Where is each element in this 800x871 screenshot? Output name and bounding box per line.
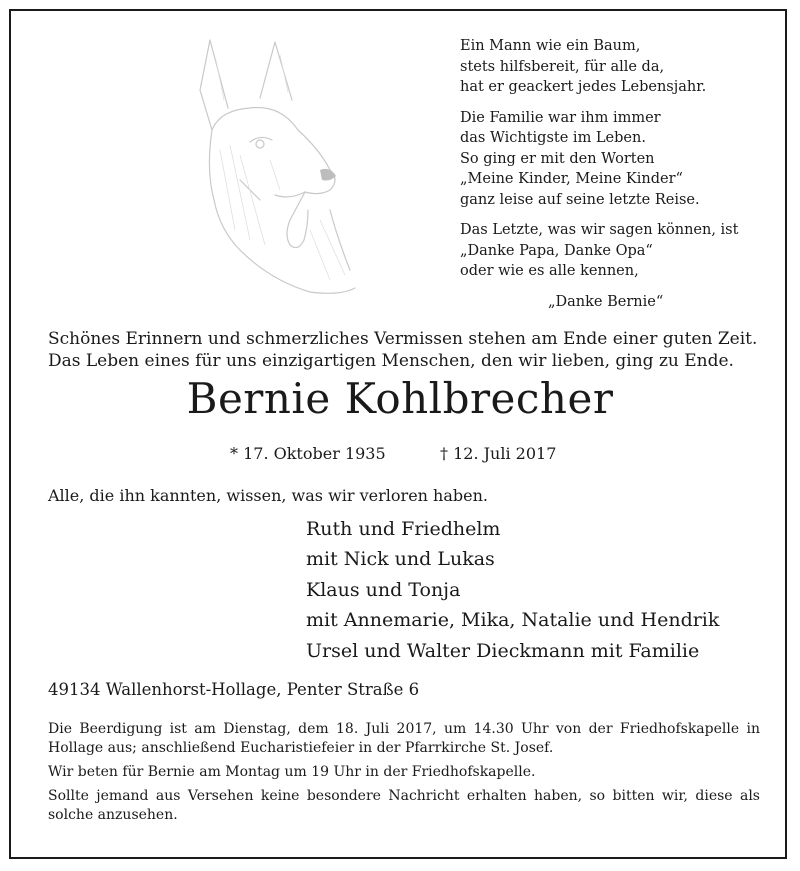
poem-line: das Wichtigste im Leben. <box>460 130 646 146</box>
poem-line: Ein Mann wie ein Baum, <box>460 38 641 54</box>
notice-paragraph: Die Beerdigung ist am Dienstag, dem 18. Juli 2017, um 14.30 Uhr von der Friedhofskapelle in Hollage aus; anschließend Eucharistiefeier in der Pfarrkirche St. Josef. <box>48 721 760 756</box>
poem-line: Die Familie war ihm immer <box>460 109 661 126</box>
poem-line: „Danke Papa, Danke Opa“ <box>460 242 653 259</box>
mourners-intro: Alle, die ihn kannten, wissen, was wir verloren haben. <box>48 486 488 505</box>
dog-sketch-icon <box>180 30 360 300</box>
poem-line: stets hilfsbereit, für alle da, <box>460 58 665 75</box>
intro-line: Schönes Erinnern und schmerzliches Vermissen stehen am Ende einer guten Zeit. <box>48 329 758 349</box>
poem-stanza-1 <box>460 36 760 98</box>
family-line: mit Annemarie, Mika, Natalie und Hendrik <box>306 608 720 631</box>
family-line: Ursel und Walter Dieckmann mit Familie <box>306 640 700 662</box>
family-line: Klaus und Tonja <box>306 579 461 601</box>
family-line: Ruth und Friedhelm <box>306 518 501 540</box>
poem-line: oder wie es alle kennen, <box>460 263 639 279</box>
poem-line: ganz leise auf seine letzte Reise. <box>460 191 700 208</box>
funeral-notice <box>48 720 760 830</box>
notice-paragraph: Sollte jemand aus Versehen keine besondere Nachricht erhalten haben, so bitten wir, diese als solche anzusehen. <box>48 788 760 823</box>
family-list <box>306 515 719 667</box>
birth-date: * 17. Oktober 1935 <box>230 444 386 463</box>
poem-line: So ging er mit den Worten <box>460 150 655 167</box>
poem-line: „Meine Kinder, Meine Kinder“ <box>460 171 683 187</box>
intro-line: Das Leben eines für uns einzigartigen Menschen, den wir lieben, ging zu Ende. <box>48 351 734 371</box>
address: 49134 Wallenhorst-Hollage, Penter Straße 6 <box>48 680 420 699</box>
family-line: mit Nick und Lukas <box>306 547 495 570</box>
notice-paragraph: Wir beten für Bernie am Montag um 19 Uhr in der Friedhofskapelle. <box>48 764 536 780</box>
poem-line: hat er geackert jedes Lebensjahr. <box>460 79 707 95</box>
poem-line: Das Letzte, was wir sagen können, ist <box>460 222 739 238</box>
poem <box>460 36 760 312</box>
poem-stanza-3 <box>460 220 760 282</box>
death-date: † 12. Juli 2017 <box>440 444 557 463</box>
poem-signature: „Danke Bernie“ <box>548 293 664 310</box>
deceased-name: Bernie Kohlbrecher <box>186 374 614 423</box>
poem-stanza-2 <box>460 108 760 211</box>
intro-text <box>48 328 768 372</box>
